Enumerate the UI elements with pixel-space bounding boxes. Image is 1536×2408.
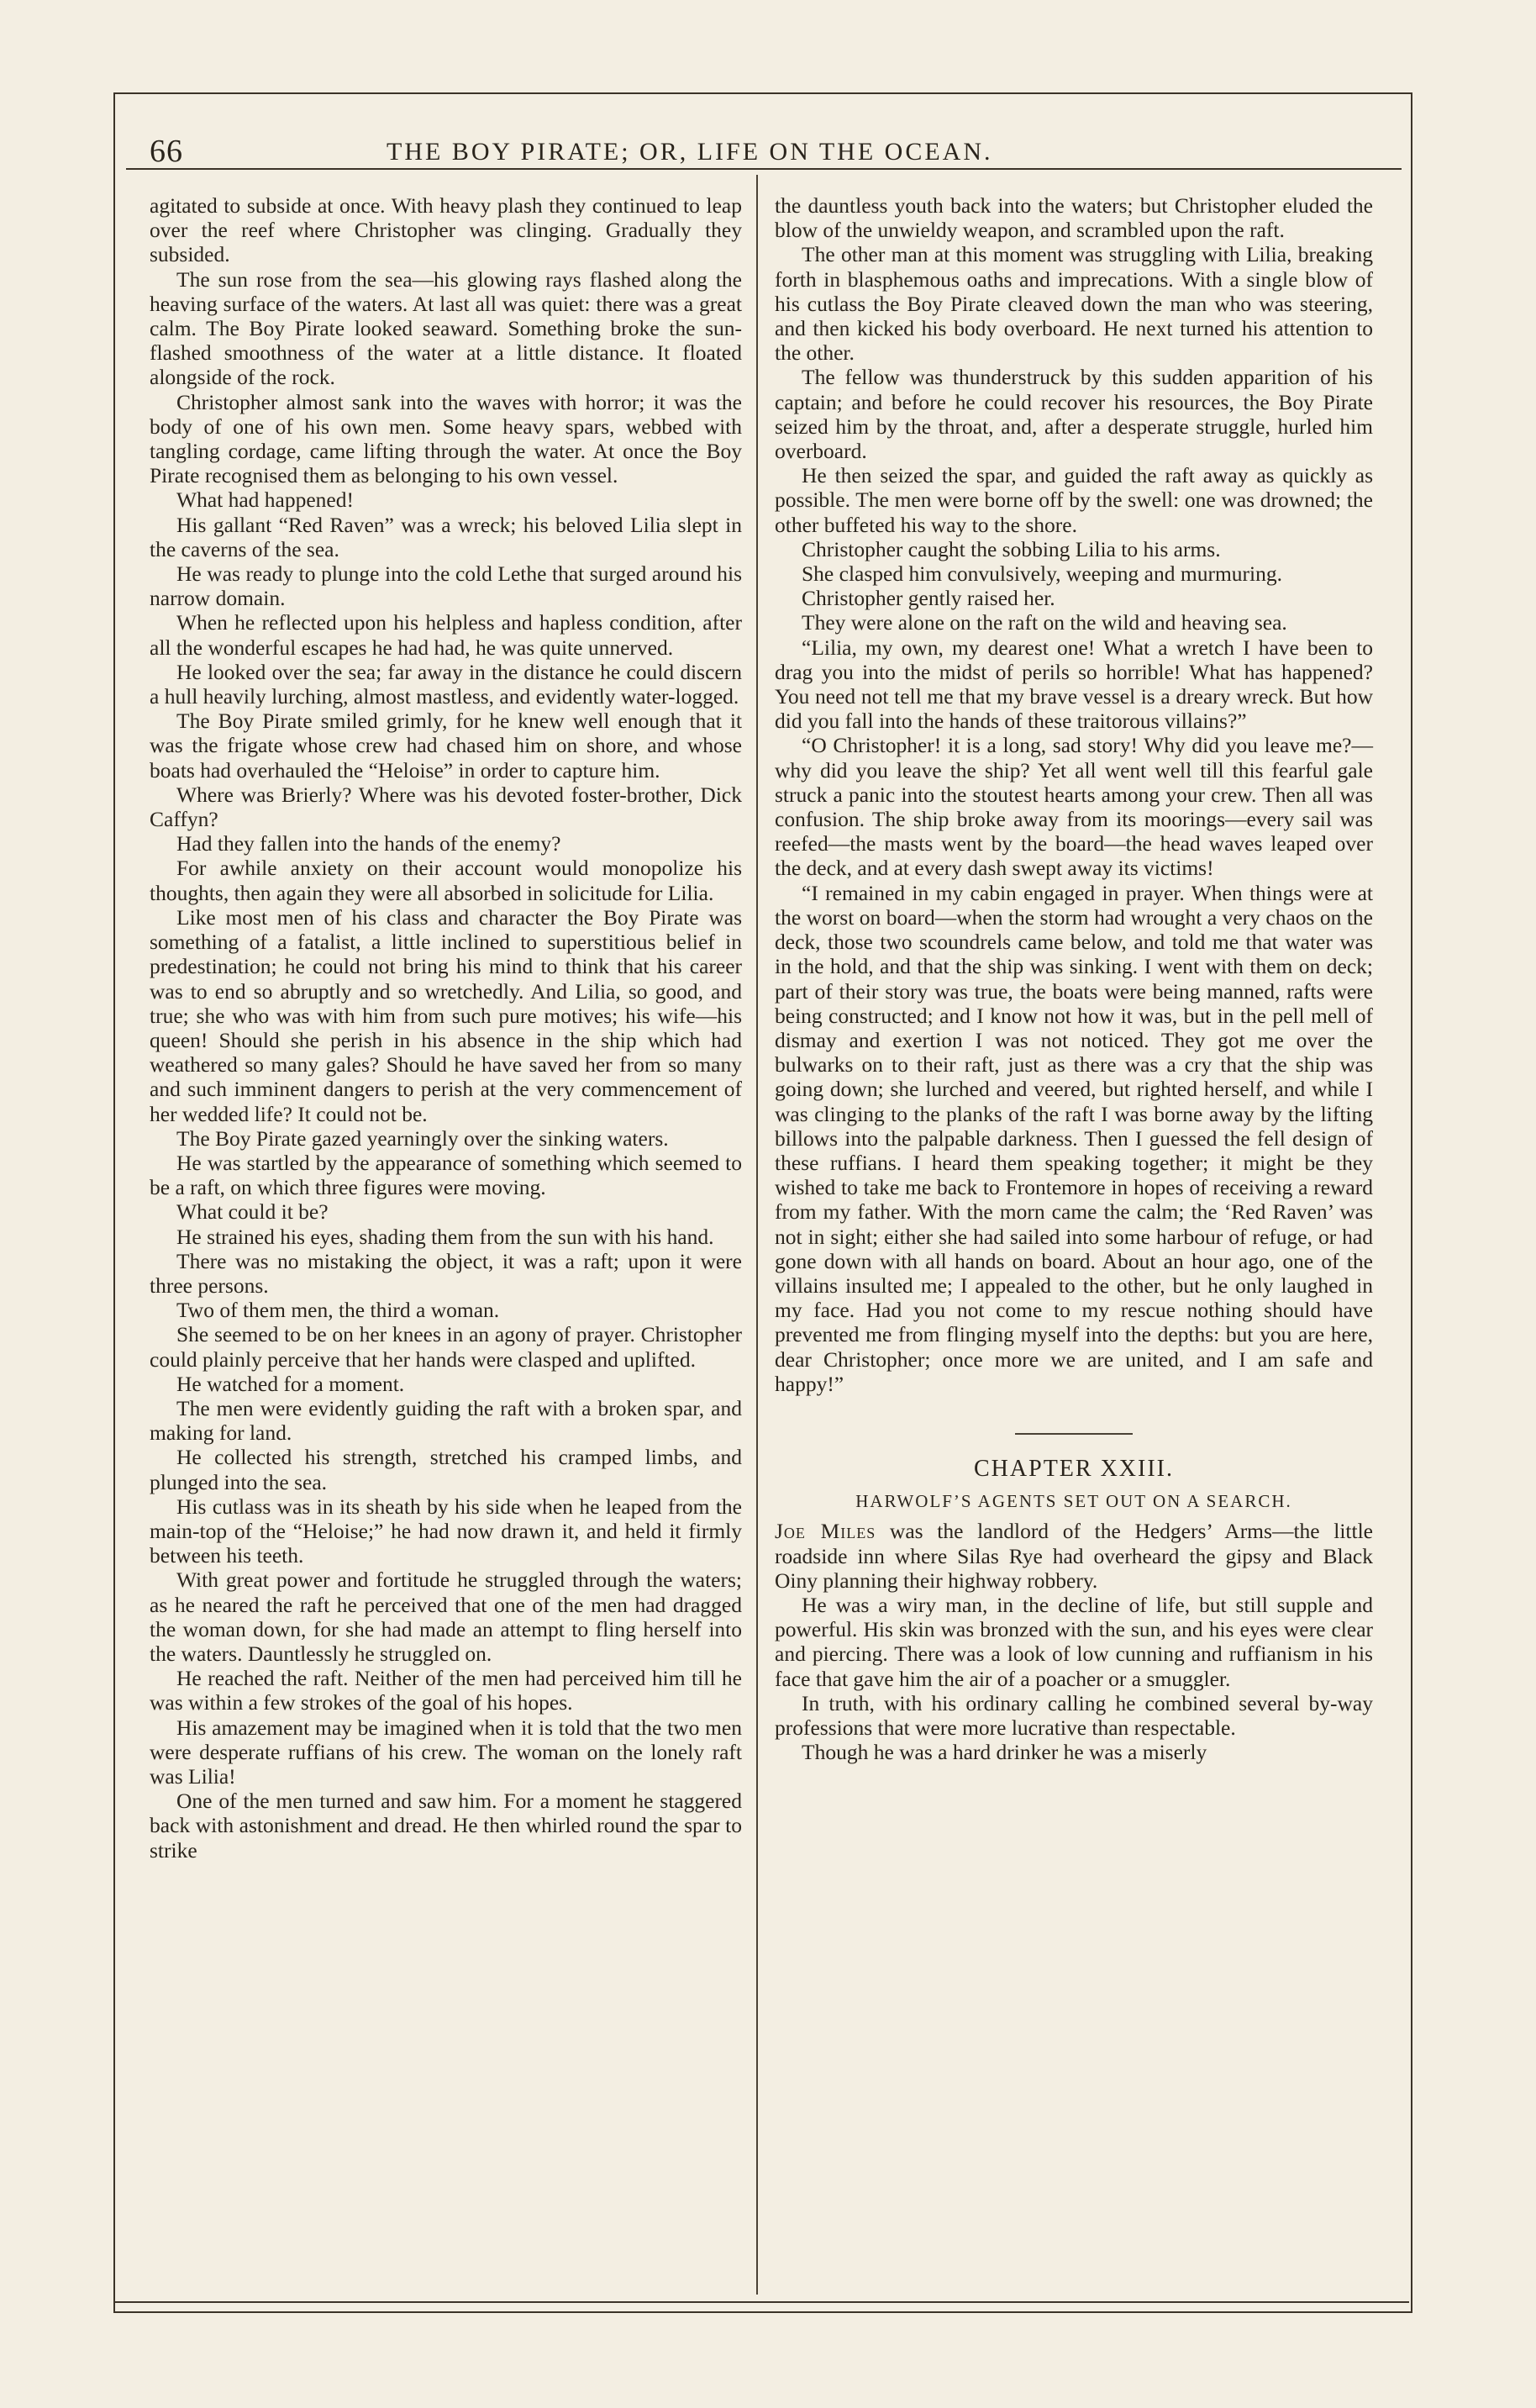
right-column-story (775, 193, 1373, 1396)
chapter-heading: CHAPTER XXIII. (974, 1455, 1174, 1482)
paragraph: The sun rose from the sea—his glowing rays flashed along the heaving surface of the waters. At last all was quiet: there was a great calm. The Boy Pirate looked seaward. Something broke the sun-flashed smoothness of the water at a little distance. It floated alongside of the rock. (150, 266, 742, 390)
bottom-rule (115, 2301, 1409, 2303)
chapter-first-name: Joe Miles (775, 1519, 876, 1544)
chapter-first-paragraph-text: was the landlord of the Hedgers’ Arms—the little roadside inn where Silas Rye had overheard the gipsy and Black Oiny planning their highway robbery. (775, 1519, 1374, 1593)
paragraph: There was no mistaking the object, it was a raft; upon it were three persons. (150, 1248, 742, 1298)
chapter-first-paragraph (775, 1519, 1373, 1593)
right-column (775, 193, 1373, 1764)
paragraph: Christopher almost sank into the waves with horror; it was the body of one of his own men. Some heavy spars, webbed with tangling cordage, came lifting through the water. At once the Boy Pirate recognised them as belonging to his own vessel. (150, 389, 742, 488)
paragraph: Christopher caught the sobbing Lilia to his arms. (802, 536, 1221, 561)
paragraph: In truth, with his ordinary calling he combined several by-way professions that were more lucrative than respectable. (775, 1690, 1373, 1740)
paragraph: Two of them men, the third a woman. (176, 1298, 500, 1323)
paragraph: He collected his strength, stretched his cramped limbs, and plunged into the sea. (150, 1445, 742, 1494)
paragraph: Like most men of his class and character the Boy Pirate was something of a fatalist, a little inclined to superstitious belief in predestination; he could not bring his mind to think that his career was to end so abruptly and so wretchedly. And Lilia, so good, and true; she who was with him from such pure motives; his wife—his queen! Should she perish in his absence in the ship which had weathered so many gales? Should he have saved her from so many and such imminent dangers to perish at the very commencement of her wedded life? It could not be. (150, 904, 742, 1126)
left-column (150, 193, 742, 1863)
paragraph: agitated to subside at once. With heavy plash they continued to leap over the reef where Christopher was clinging. Gradually they subsided. (150, 193, 742, 267)
paragraph: Where was Brierly? Where was his devoted foster-brother, Dick Caffyn? (150, 782, 742, 832)
paragraph: His cutlass was in its sheath by his side when he leaped from the main-top of the “Heloise;” he had now drawn it, and held it firmly between his teeth. (150, 1494, 742, 1568)
header-rule (126, 168, 1402, 170)
paragraph: His gallant “Red Raven” was a wreck; his beloved Lilia slept in the caverns of the sea. (150, 512, 742, 561)
chapter-subtitle: HARWOLF’S AGENTS SET OUT ON A SEARCH. (855, 1491, 1292, 1512)
paragraph: “Lilia, my own, my dearest one! What a wretch I have been to drag you into the midst of perils so horrible! What has happened? You need not tell me that my brave vessel is a dreary wreck. But how did you fall into the hands of these traitorous villains?” (775, 635, 1373, 734)
chapter-body (775, 1593, 1373, 1764)
running-title: THE BOY PIRATE; OR, LIFE ON THE OCEAN. (387, 138, 993, 166)
paragraph: His amazement may be imagined when it is told that the two men were desperate ruffians of his crew. The woman on the lonely raft was Lilia! (150, 1715, 742, 1789)
paragraph: the dauntless youth back into the waters; but Christopher eluded the blow of the unwieldy weapon, and scrambled upon the raft. (775, 193, 1373, 243)
column-divider (756, 175, 758, 2295)
paragraph: With great power and fortitude he struggled through the waters; as he neared the raft he perceived that one of the men had dragged the woman down, for she had made an attempt to fling herself into the waters. Dauntlessly he struggled on. (150, 1568, 742, 1666)
paragraph: One of the men turned and saw him. For a moment he staggered back with astonishment and dread. He then whirled round the spar to strike (150, 1789, 742, 1863)
page-number: 66 (150, 134, 183, 169)
paragraph: “I remained in my cabin engaged in prayer. When things were at the worst on board—when the storm had wrought a very chaos on the deck, those two scoundrels came below, and told me that water was in the hold, and that the ship was sinking. I went with them on deck; part of their story was true, the boats were being manned, rafts were being constructed; and I know not how it was, but in the pell mell of dismay and exertion I was not noticed. They got me over the bulwarks on to their raft, just as there was a cry that the ship was going down; she lurched and veered, but righted herself, and while I was clinging to the planks of the raft I was borne away by the lifting billows into the palpable darkness. Then I guessed the fell design of these ruffians. I heard them speaking together; it might be they wished to take me back to Frontemore in hopes of receiving a reward from my father. With the morn came the calm; the ‘Red Raven’ was not in sight; either she had sailed into some harbour of refuge, or had gone down with all hands on board. About an hour ago, one of the villains insulted me; I appealed to the other, but he only laughed in my face. Had you not come to my rescue nothing should have prevented me from flinging myself into the depths: but you are here, dear Christopher; once more we are united, and I am safe and happy!” (775, 880, 1373, 1396)
paragraph: The other man at this moment was struggling with Lilia, breaking forth in blasphemous oaths and imprecations. With a single blow of his cutlass the Boy Pirate cleaved down the man who was steering, and then kicked his body overboard. He next turned his attention to the other. (775, 242, 1373, 366)
paragraph: He watched for a moment. (176, 1371, 405, 1396)
chapter-separator-rule (1015, 1433, 1133, 1435)
paragraph: He reached the raft. Neither of the men had perceived him till he was within a few strokes of the goal of his hopes. (150, 1666, 742, 1715)
paragraph: She clasped him convulsively, weeping and murmuring. (802, 561, 1282, 587)
paragraph: Had they fallen into the hands of the enemy? (176, 831, 561, 856)
paragraph: He then seized the spar, and guided the raft away as quickly as possible. The men were borne off by the swell: one was drowned; the other buffeted his way to the shore. (775, 463, 1373, 537)
paragraph: The men were evidently guiding the raft with a broken spar, and making for land. (150, 1395, 742, 1446)
paragraph: He was ready to plunge into the cold Lethe that surged around his narrow domain. (150, 561, 742, 611)
paragraph: What had happened! (176, 487, 354, 513)
paragraph: Christopher gently raised her. (802, 586, 1055, 611)
paragraph: The Boy Pirate smiled grimly, for he knew well enough that it was the frigate whose crew had chased him on shore, and whose boats had overhauled the “Heloise” in order to capture him. (150, 709, 742, 782)
paragraph: He looked over the sea; far away in the distance he could discern a hull heavily lurching, almost mastless, and evidently water-logged. (150, 659, 742, 709)
paragraph: She seemed to be on her knees in an agony of prayer. Christopher could plainly perceive that her hands were clasped and uplifted. (150, 1322, 742, 1372)
paragraph: He strained his eyes, shading them from the sun with his hand. (176, 1224, 714, 1249)
paragraph: For awhile anxiety on their account would monopolize his thoughts, then again they were all absorbed in solicitude for Lilia. (150, 856, 742, 905)
paragraph: The fellow was thunderstruck by this sudden apparition of his captain; and before he could recover his resources, the Boy Pirate seized him by the throat, and, after a desperate struggle, hurled him overboard. (775, 365, 1373, 464)
paragraph: The Boy Pirate gazed yearningly over the sinking waters. (176, 1125, 669, 1151)
paragraph: They were alone on the raft on the wild and heaving sea. (802, 610, 1287, 635)
paragraph: What could it be? (176, 1199, 329, 1225)
paragraph: “O Christopher! it is a long, sad story! Why did you leave me?—why did you leave the ship? Yet all went well till this fearful gale struck a panic into the stoutest hearts among your crew. Then all was confusion. The ship broke away from its moorings—every sail was reefed—the masts went by the board—the head waves leaped over the deck, and at every dash swept away its victims! (775, 733, 1373, 881)
paragraph: He was a wiry man, in the decline of life, but still supple and powerful. His skin was bronzed with the sun, and his eyes were clear and piercing. There was a look of low cunning and ruffianism in his face that gave him the air of a poacher or a smuggler. (775, 1592, 1373, 1691)
paragraph: When he reflected upon his helpless and hapless condition, after all the wonderful escapes he had had, he was quite unnerved. (150, 610, 742, 660)
paragraph: Though he was a hard drinker he was a miserly (802, 1740, 1207, 1765)
paragraph: He was startled by the appearance of something which seemed to be a raft, on which three figures were moving. (150, 1150, 742, 1200)
